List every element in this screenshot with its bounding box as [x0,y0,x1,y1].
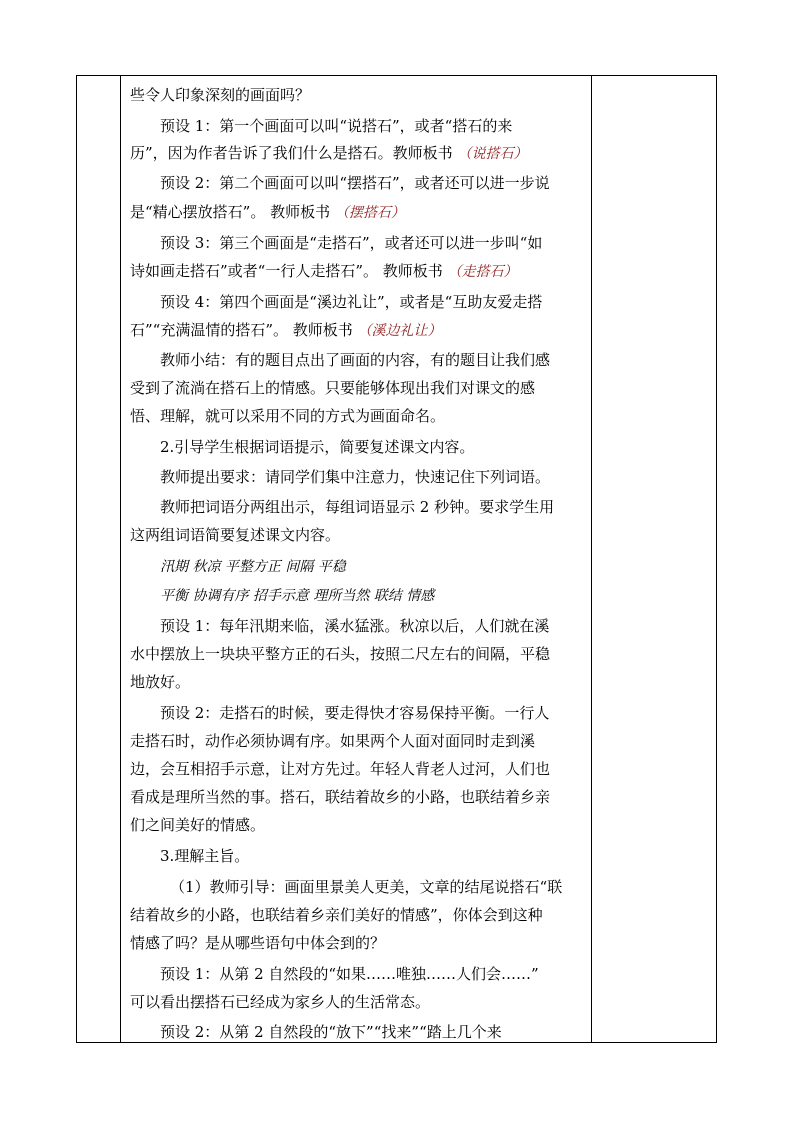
table-left-column [77,76,121,1042]
text-line: 走搭石时，动作必须协调有序。如果两个人面对面同时走到溪 [130,732,536,750]
board-writing: （说搭石） [457,146,528,162]
text-line: 情感了吗？是从哪些语句中体会到的？ [130,934,386,952]
board-writing: （溪边礼让） [357,323,442,339]
text-line: 教师小结：有的题目点出了画面的内容，有的题目让我们感 [160,351,551,369]
text-line: 预设 2：第二个画面可以叫“摆搭石”，或者还可以进一步说 [160,174,550,192]
text-line: 预设 1：每年汛期来临，溪水猛涨。秋凉以后，人们就在溪 [160,617,550,635]
text-span: 石”“充满温情的搭石”。 教师板书 [130,321,353,339]
text-line: 看成是理所当然的事。搭石，联结着故乡的小路，也联结着乡亲 [130,788,551,806]
word-list: 汛期 秋凉 平整方正 间隔 平稳 [160,559,346,575]
text-line: 教师提出要求：请同学们集中注意力，快速记住下列词语。 [160,468,551,486]
word-list: 平衡 协调有序 招手示意 理所当然 联结 情感 [160,588,435,604]
lesson-table [76,75,717,1043]
text-line: 可以看出摆搭石已经成为家乡人的生活常态。 [130,993,431,1011]
board-writing: （摆搭石） [334,205,405,221]
text-line: 地放好。 [130,673,191,691]
text-line: 3.理解主旨。 [160,847,250,865]
text-line: 边，会互相招手示意，让对方先过。年轻人背老人过河，人们也 [130,760,551,778]
table-content-cell [130,76,590,1042]
text-span: 是“精心摆放搭石”。 教师板书 [130,203,331,221]
text-line: 们之间美好的情感。 [130,816,266,834]
text-line: 2.引导学生根据词语提示，简要复述课文内容。 [160,438,475,456]
text-line: 预设 4：第四个画面是“溪边礼让”，或者是“互助友爱走搭 [160,293,543,311]
text-line [130,202,405,223]
table-right-column [591,76,716,1042]
text-span: 历”，因为作者告诉了我们什么是搭石。教师板书 [130,144,453,162]
text-line: 些令人印象深刻的画面吗？ [130,86,311,104]
text-line [130,320,442,341]
text-span: 诗如画走搭石”或者“一行人走搭石”。 教师板书 [130,262,443,280]
text-line: 悟、理解，就可以采用不同的方式为画面命名。 [130,407,446,425]
text-line [130,143,527,164]
text-line: 教师把词语分两组出示，每组词语显示 2 秒钟。要求学生用 [160,498,555,516]
text-line: （1）教师引导：画面里景美人更美，文章的结尾说搭石“联 [170,878,563,896]
text-line: 预设 2：从第 2 自然段的“放下”“找来”“踏上几个来 [160,1023,502,1041]
text-line: 预设 1：从第 2 自然段的“如果……唯独……人们会……” [160,965,539,983]
text-line [130,261,518,282]
text-line: 预设 1：第一个画面可以叫“说搭石”，或者“搭石的来 [160,117,513,135]
text-line: 受到了流淌在搭石上的情感。只要能够体现出我们对课文的感 [130,379,536,397]
text-line: 水中摆放上一块块平整方正的石头，按照二尺左右的间隔，平稳 [130,645,551,663]
text-line: 结着故乡的小路，也联结着乡亲们美好的情感”，你体会到这种 [130,906,543,924]
board-writing: （走搭石） [447,264,518,280]
text-line: 预设 3：第三个画面是“走搭石”，或者还可以进一步叫“如 [160,234,543,252]
text-line: 这两组词语简要复述课文内容。 [130,526,341,544]
text-line: 预设 2：走搭石的时候，要走得快才容易保持平衡。一行人 [160,704,550,722]
